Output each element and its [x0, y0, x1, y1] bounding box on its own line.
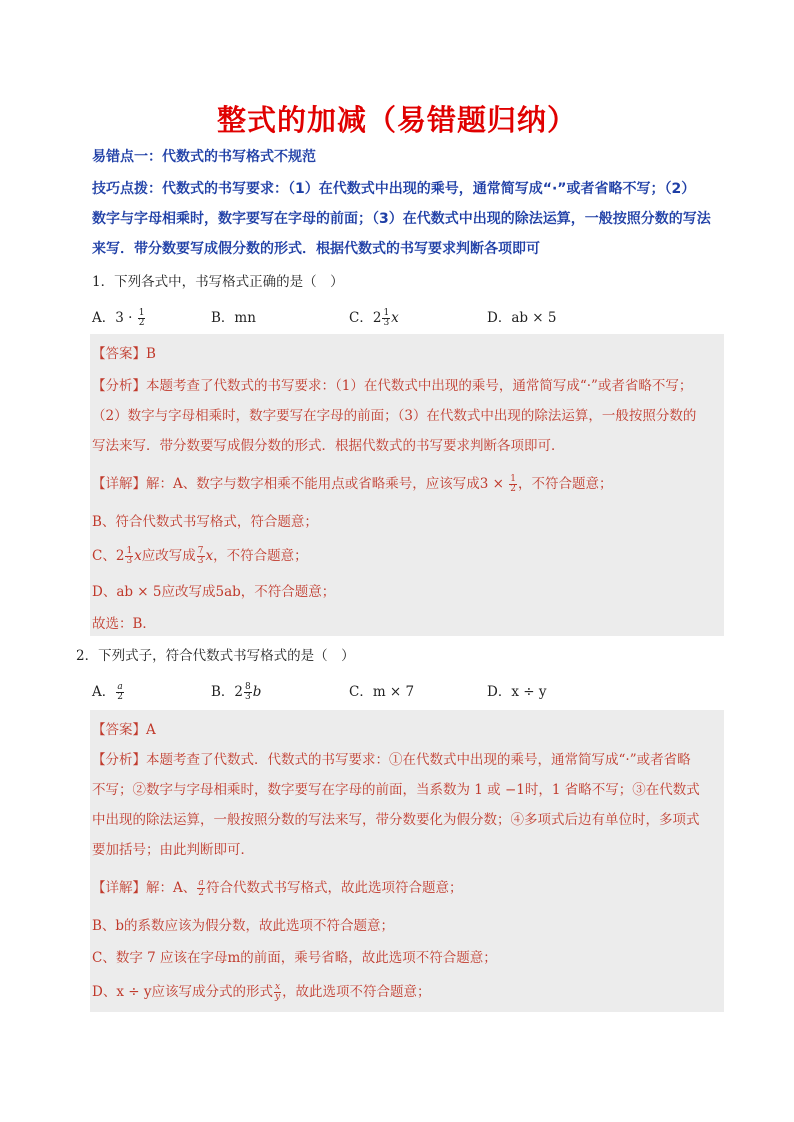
q2-analysis-line-3: 中出现的除法运算，一般按照分数的写法来写，带分数要化为假分数；④多项式后边有单位时，多项式	[92, 812, 700, 828]
page-title: 整式的加减（易错题归纳）	[216, 103, 577, 137]
q1-detail-c-mid: 应改写成	[141, 548, 196, 564]
q2-analysis-line-2: 不写；②数字与字母相乘时，数字要写在字母的前面，当系数为 1 或 −1时，1 省略不写；③在代数式	[92, 782, 700, 798]
q1-option-c-prefix: C．	[349, 310, 373, 326]
tip-line-3: 来写．带分数要写成假分数的形式．根据代数式的书写要求判断各项即可	[92, 241, 540, 257]
fraction-a-2: $\frac{a}{2}$	[117, 682, 123, 702]
fraction-1-2: $\frac{1}{2}$	[138, 308, 145, 328]
q1-option-a	[92, 306, 146, 328]
q2-option-c: C．m × 7	[349, 684, 415, 700]
fraction-1-3: $\frac{1}{3}$	[383, 308, 390, 328]
q2-answer: 【答案】A	[92, 722, 156, 738]
question-2-stem: 2．下列式子，符合代数式书写格式的是（ ）	[76, 648, 355, 664]
q1-choice: 故选：B．	[92, 616, 156, 632]
q1-analysis-line-2: （2）数字与字母相乘时，数字要写在字母的前面；（3）在代数式中出现的除法运算，一般按照分数的	[92, 408, 697, 424]
fraction-x-y: $\frac{x}{y}$	[274, 982, 281, 1002]
error-point-heading: 易错点一：代数式的书写格式不规范	[92, 149, 316, 165]
q1-option-a-prefix: A．3 ·	[92, 310, 137, 326]
q2-detail-a-prefix: 【详解】解：A、	[92, 880, 197, 896]
q2-detail-a	[92, 876, 462, 898]
q1-detail-d: D、ab × 5应改写成5ab，不符合题意；	[92, 584, 336, 600]
q2-detail-a-tail: 符合代数式书写格式，故此选项符合题意；	[205, 880, 463, 896]
q2-detail-d	[92, 980, 431, 1002]
tip-line-2: 数字与字母相乘时，数字要写在字母的前面；（3）在代数式中出现的除法运算，一般按照分数的写法	[92, 211, 711, 227]
q1-detail-a-tail: ，不符合题意；	[517, 476, 613, 492]
question-1-stem: 1．下列各式中，书写格式正确的是（ ）	[92, 274, 344, 290]
q2-analysis-line-4: 要加括号；由此判断即可．	[92, 842, 254, 858]
q2-detail-b: B、b的系数应该为假分数，故此选项不符合题意；	[92, 918, 395, 934]
q1-detail-c-prefix: C、	[92, 548, 116, 564]
q2-detail-d-tail: ，故此选项不符合题意；	[282, 984, 431, 1000]
fraction-1-3: $\frac{1}{3}$	[126, 546, 133, 566]
q2-option-b: B．2 $\frac{8}{3}$ b	[211, 682, 262, 702]
fraction-8-3: $\frac{8}{3}$	[245, 682, 251, 702]
q1-detail-c: C、2 $\frac{1}{3}$ x应改写成 $\frac{7}{3}$ x，不符合题意；	[92, 546, 308, 566]
q1-detail-a	[92, 472, 612, 494]
q2-detail-c: C、数字 7 应该在字母m的前面，乘号省略，故此选项不符合题意；	[92, 950, 497, 966]
q1-option-b: B．mn	[211, 310, 256, 326]
q2-option-a	[92, 680, 125, 702]
q1-detail-a-text: 【详解】解：A、数字与数字相乘不能用点或省略乘号，应该写成3 ×	[92, 476, 509, 492]
q2-option-d: D．x ÷ y	[487, 684, 547, 700]
q2-analysis-line-1: 【分析】本题考查了代数式．代数式的书写要求：①在代数式中出现的乘号，通常简写成“·”或者省略	[92, 752, 691, 768]
q1-answer: 【答案】B	[92, 346, 156, 362]
fraction-1-2: $\frac{1}{2}$	[510, 474, 516, 494]
fraction-a-2: $\frac{a}{2}$	[198, 878, 204, 898]
q1-detail-b: B、符合代数式书写格式，符合题意；	[92, 514, 318, 530]
q2-option-a-prefix: A．	[92, 684, 116, 700]
q1-option-c: C．2 $\frac{1}{3}$ x	[349, 308, 399, 328]
fraction-7-3: $\frac{7}{3}$	[197, 546, 204, 566]
q1-detail-c-tail: ，不符合题意；	[213, 548, 308, 564]
q2-option-b-prefix: B．	[211, 684, 235, 700]
q2-detail-d-prefix: D、x ÷ y应该写成分式的形式	[92, 984, 273, 1000]
q1-analysis-line-1: 【分析】本题考查了代数式的书写要求：（1）在代数式中出现的乘号，通常简写成“·”或者省略不写；	[92, 378, 693, 394]
q1-option-d: D．ab × 5	[487, 310, 557, 326]
tip-line-1: 技巧点拨：代数式的书写要求：（1）在代数式中出现的乘号，通常简写成“·”或者省略不写；（2）	[92, 181, 696, 197]
q1-analysis-line-3: 写法来写．带分数要写成假分数的形式．根据代数式的书写要求判断各项即可．	[92, 438, 565, 454]
